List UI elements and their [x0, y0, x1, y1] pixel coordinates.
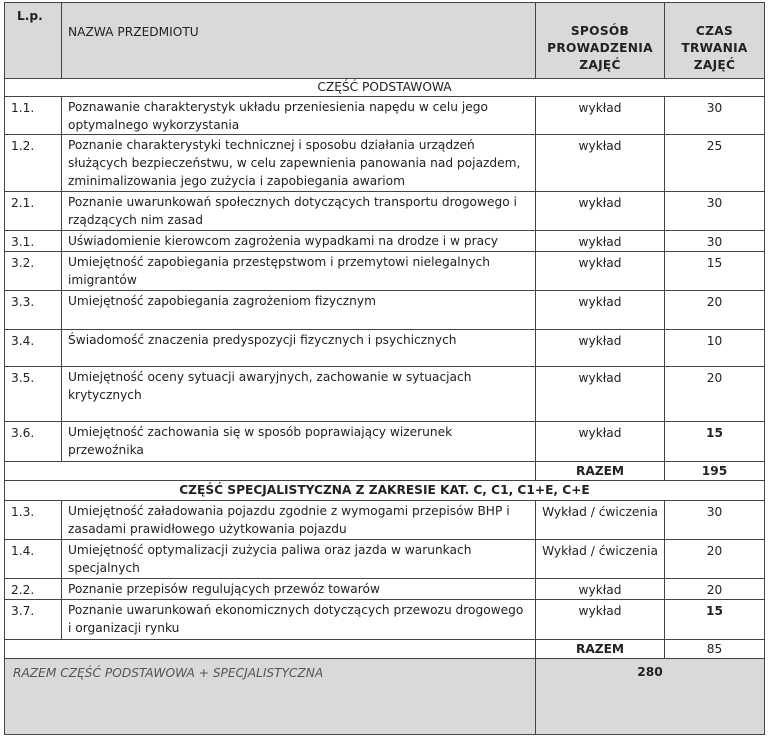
header-duration: CZAS TRWANIA ZAJĘĆ	[665, 3, 765, 79]
row-lp: 1.2.	[5, 135, 62, 192]
table-row	[5, 135, 765, 192]
row-method: wykład	[536, 600, 665, 640]
header-method: SPOSÓB PROWADZENIA ZAJĘĆ	[536, 3, 665, 79]
row-name: Umiejętność załadowania pojazdu zgodnie z wymogami przepisów BHP i zasadami prawidłowego użytkowania pojazdu	[62, 501, 536, 540]
section-basic-title: CZĘŚĆ PODSTAWOWA	[5, 79, 765, 97]
grand-total-row	[5, 659, 765, 735]
section-special-row	[5, 481, 765, 501]
table-row	[5, 231, 765, 252]
row-name: Uświadomienie kierowcom zagrożenia wypadkami na drodze i w pracy	[62, 231, 536, 252]
table-row	[5, 192, 765, 231]
row-name: Umiejętność zachowania się w sposób poprawiający wizerunek przewoźnika	[62, 422, 536, 462]
section-special-title: CZĘŚĆ SPECJALISTYCZNA Z ZAKRESIE KAT. C, C1, C1+E, C+E	[5, 481, 765, 501]
header-lp: L.p.	[5, 3, 62, 79]
grand-total-value: 280	[536, 659, 765, 735]
row-hours: 25	[665, 135, 765, 192]
row-hours: 20	[665, 291, 765, 330]
section-special-total-row	[5, 640, 765, 659]
course-table	[4, 2, 765, 735]
row-method: wykład	[536, 231, 665, 252]
table-row	[5, 600, 765, 640]
table-header-row	[5, 3, 765, 79]
section-special-total-label: RAZEM	[536, 640, 665, 659]
row-lp: 3.1.	[5, 231, 62, 252]
section-special-total-value: 85	[665, 640, 765, 659]
table-row	[5, 291, 765, 330]
row-method: Wykład / ćwiczenia	[536, 501, 665, 540]
row-lp: 2.1.	[5, 192, 62, 231]
row-name: Poznanie uwarunkowań ekonomicznych dotyczących przewozu drogowego i organizacji rynku	[62, 600, 536, 640]
row-method: wykład	[536, 422, 665, 462]
row-method: wykład	[536, 367, 665, 422]
row-hours: 15	[665, 422, 765, 462]
row-lp: 3.6.	[5, 422, 62, 462]
row-name: Umiejętność zapobiegania przestępstwom i przemytowi nielegalnych imigrantów	[62, 252, 536, 291]
row-name: Poznanie charakterystyki technicznej i sposobu działania urządzeń służących bezpieczeństwu, w celu zapewnienia panowania nad pojazdem, zminimalizowania jego zużycia i zapobiegania awariom	[62, 135, 536, 192]
row-name: Świadomość znaczenia predyspozycji fizycznych i psychicznych	[62, 330, 536, 367]
table-row	[5, 97, 765, 135]
row-lp: 1.4.	[5, 540, 62, 579]
table-row	[5, 367, 765, 422]
row-name: Poznawanie charakterystyk układu przeniesienia napędu w celu jego optymalnego wykorzystania	[62, 97, 536, 135]
header-name: NAZWA PRZEDMIOTU	[62, 3, 536, 79]
row-hours: 10	[665, 330, 765, 367]
row-hours: 20	[665, 579, 765, 600]
row-method: wykład	[536, 579, 665, 600]
section-basic-total-label: RAZEM	[536, 462, 665, 481]
row-lp: 3.2.	[5, 252, 62, 291]
section-basic-row	[5, 79, 765, 97]
row-lp: 3.5.	[5, 367, 62, 422]
row-lp: 3.7.	[5, 600, 62, 640]
row-method: wykład	[536, 330, 665, 367]
section-basic-total-value: 195	[665, 462, 765, 481]
row-hours: 20	[665, 540, 765, 579]
row-lp: 2.2.	[5, 579, 62, 600]
row-hours: 30	[665, 97, 765, 135]
table-row	[5, 501, 765, 540]
row-hours: 30	[665, 192, 765, 231]
grand-total-label: RAZEM CZĘŚĆ PODSTAWOWA + SPECJALISTYCZNA	[5, 659, 536, 735]
section-basic-total-row	[5, 462, 765, 481]
row-name: Umiejętność optymalizacji zużycia paliwa oraz jazda w warunkach specjalnych	[62, 540, 536, 579]
row-hours: 30	[665, 231, 765, 252]
row-hours: 15	[665, 252, 765, 291]
row-name: Poznanie przepisów regulujących przewóz towarów	[62, 579, 536, 600]
table-row	[5, 422, 765, 462]
table-row	[5, 540, 765, 579]
table-row	[5, 252, 765, 291]
table-row	[5, 330, 765, 367]
row-hours: 15	[665, 600, 765, 640]
row-method: wykład	[536, 192, 665, 231]
row-name: Poznanie uwarunkowań społecznych dotyczących transportu drogowego i rządzących nim zasad	[62, 192, 536, 231]
row-name: Umiejętność oceny sytuacji awaryjnych, zachowanie w sytuacjach krytycznych	[62, 367, 536, 422]
row-lp: 1.3.	[5, 501, 62, 540]
row-hours: 20	[665, 367, 765, 422]
row-hours: 30	[665, 501, 765, 540]
row-lp: 1.1.	[5, 97, 62, 135]
row-method: wykład	[536, 135, 665, 192]
row-lp: 3.4.	[5, 330, 62, 367]
row-method: wykład	[536, 252, 665, 291]
row-method: Wykład / ćwiczenia	[536, 540, 665, 579]
row-lp: 3.3.	[5, 291, 62, 330]
row-method: wykład	[536, 291, 665, 330]
table-row	[5, 579, 765, 600]
total-spacer	[5, 462, 536, 481]
row-name: Umiejętność zapobiegania zagrożeniom fizycznym	[62, 291, 536, 330]
row-method: wykład	[536, 97, 665, 135]
total-spacer	[5, 640, 536, 659]
